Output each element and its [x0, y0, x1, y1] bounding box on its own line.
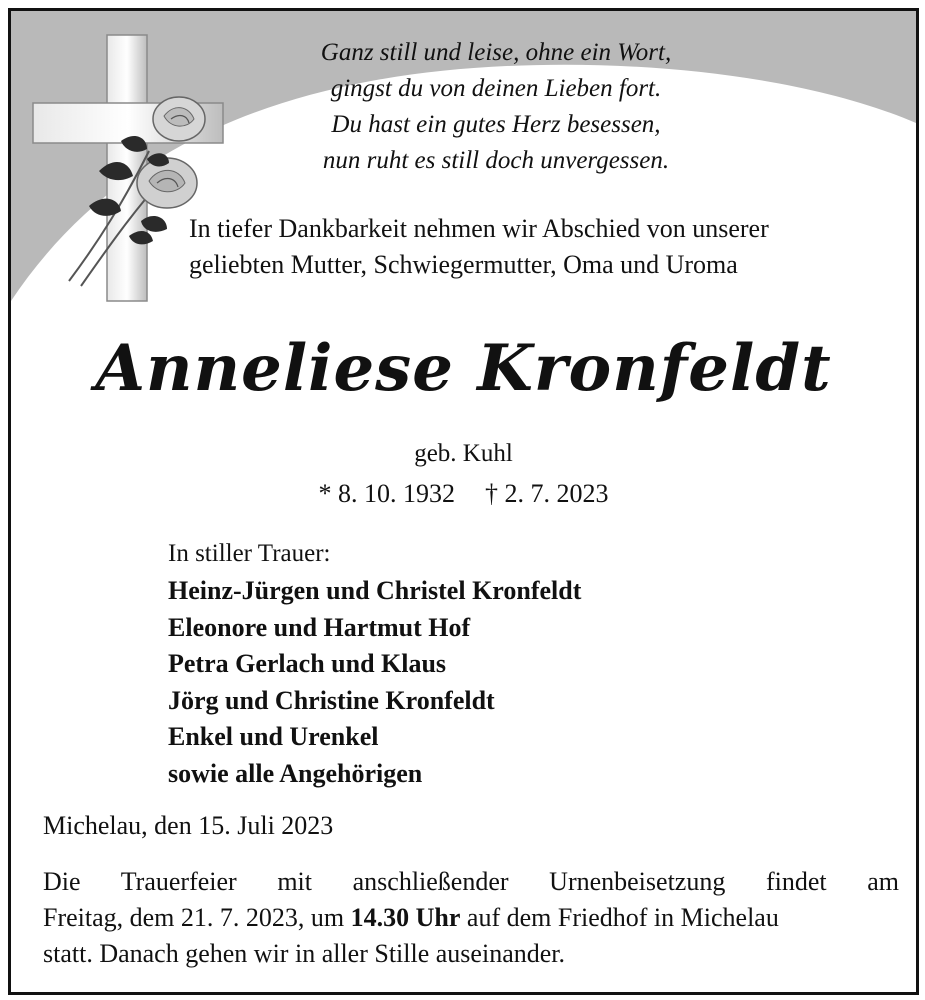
place-and-date: Michelau, den 15. Juli 2023 — [43, 811, 334, 840]
ceremony-text: Freitag, dem 21. 7. 2023, um — [43, 903, 351, 932]
poem — [281, 35, 711, 179]
intro-line: In tiefer Dankbarkeit nehmen wir Abschied von unserer — [189, 214, 769, 243]
mourners-list — [168, 573, 581, 792]
poem-line: nun ruht es still doch unvergessen. — [322, 147, 670, 174]
deceased-name: Anneliese Kronfeldt — [95, 331, 832, 406]
death-date: † 2. 7. 2023 — [485, 479, 609, 508]
mourner-entry: Heinz-Jürgen und Christel Kronfeldt — [168, 576, 582, 605]
ceremony-line: Die Trauerfeier mit anschließender Urnenbeisetzung findet am — [43, 867, 899, 896]
intro-line: geliebten Mutter, Schwiegermutter, Oma und Uroma — [189, 250, 738, 279]
mourner-entry: Jörg und Christine Kronfeldt — [168, 685, 495, 715]
ceremony-time: 14.30 Uhr — [350, 903, 461, 932]
poem-line: Du hast ein gutes Herz besessen, — [331, 111, 661, 138]
mourner-entry: Eleonore und Hartmut Hof — [168, 612, 471, 642]
ceremony-text: auf dem Friedhof in Michelau — [460, 903, 779, 932]
ceremony-line: statt. Danach gehen wir in aller Stille auseinander. — [43, 939, 565, 968]
ceremony-info — [43, 864, 899, 972]
mourner-entry: Enkel und Urenkel — [168, 722, 379, 751]
mourner-entry: Petra Gerlach und Klaus — [168, 649, 447, 678]
poem-line: gingst du von deinen Lieben fort. — [330, 75, 662, 102]
ceremony-line — [43, 900, 899, 936]
birth-date: * 8. 10. 1932 — [318, 479, 455, 508]
intro-text — [189, 211, 909, 283]
poem-line: Ganz still und leise, ohne ein Wort, — [320, 39, 672, 66]
life-dates — [11, 477, 916, 511]
obituary-notice — [8, 8, 919, 995]
mourning-label: In stiller Trauer: — [168, 540, 331, 567]
birth-name: geb. Kuhl — [414, 440, 513, 467]
mourner-entry: sowie alle Angehörigen — [168, 758, 423, 788]
